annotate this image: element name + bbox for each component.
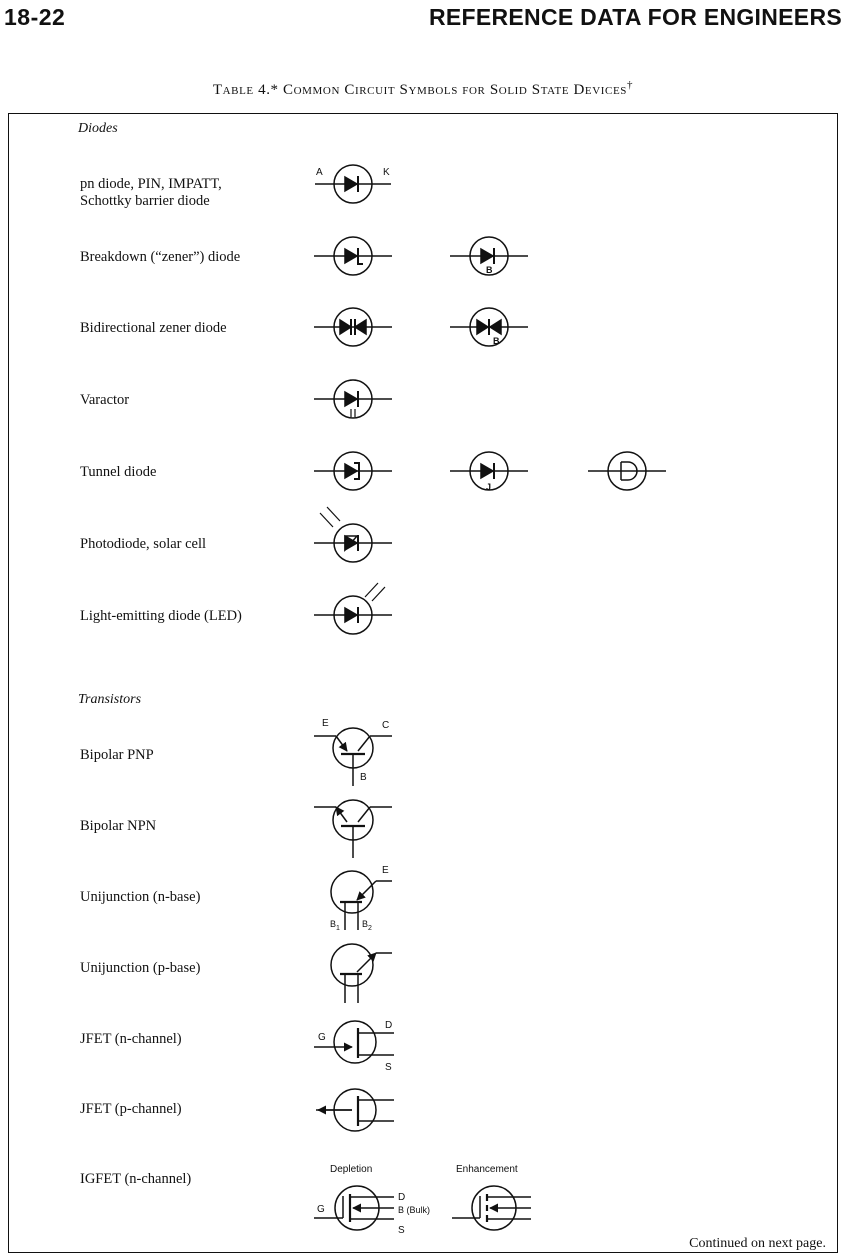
tunnel-diode-symbol	[314, 452, 392, 490]
uj-b2-label	[362, 919, 372, 932]
label-varactor: Varactor	[80, 392, 130, 408]
label-unijunction-n: Unijunction (n-base)	[80, 889, 201, 905]
label-jfet-p: JFET (p-channel)	[80, 1101, 182, 1117]
label-zener: Breakdown (“zener”) diode	[80, 249, 241, 265]
pnp-collector-label: C	[382, 720, 390, 731]
varactor-symbol	[314, 380, 392, 418]
uj-b1-sub: 1	[336, 925, 340, 932]
label-led: Light-emitting diode (LED)	[80, 608, 242, 624]
section-transistors: Transistors	[78, 692, 142, 707]
anode-label: A	[316, 167, 323, 178]
label-bidirectional-zener: Bidirectional zener diode	[80, 320, 227, 336]
igfet-enhancement-symbol	[452, 1164, 531, 1230]
bipolar-npn-symbol	[314, 800, 392, 858]
photodiode-symbol	[314, 507, 392, 562]
led-symbol	[314, 583, 392, 634]
label-bipolar-npn: Bipolar NPN	[80, 818, 157, 834]
jfet-n-symbol	[314, 1020, 394, 1073]
igfet-source-label: S	[398, 1225, 405, 1236]
uj-b2-sub: 2	[368, 925, 372, 932]
jfet-source-label: S	[385, 1062, 392, 1073]
pnp-emitter-label: E	[322, 718, 329, 729]
label-pn-diode-line2: Schottky barrier diode	[80, 193, 210, 209]
uj-emitter-label: E	[382, 865, 389, 876]
uj-b1-letter: B	[330, 919, 337, 929]
igfet-drain-label: D	[398, 1192, 406, 1203]
igfet-bulk-label: B (Bulk)	[398, 1205, 431, 1215]
label-igfet-n: IGFET (n-channel)	[80, 1171, 192, 1187]
cathode-label: K	[383, 167, 390, 178]
label-jfet-n: JFET (n-channel)	[80, 1031, 182, 1047]
label-unijunction-p: Unijunction (p-base)	[80, 960, 201, 976]
label-tunnel-diode: Tunnel diode	[80, 464, 157, 480]
zener-diode-alt-symbol	[450, 237, 528, 275]
jfet-p-symbol	[316, 1089, 394, 1131]
table-title-mark: †	[627, 79, 634, 91]
jfet-gate-label: G	[318, 1032, 326, 1043]
label-pn-diode-line1: pn diode, PIN, IMPATT,	[80, 176, 222, 192]
pn-diode-symbol	[315, 165, 391, 203]
uj-b2-letter: B	[362, 919, 369, 929]
bidir-zener-b-label: B	[493, 336, 500, 346]
jfet-drain-label: D	[385, 1020, 393, 1031]
section-diodes: Diodes	[78, 121, 118, 136]
tunnel-diode-alt-symbol	[450, 452, 528, 492]
igfet-depletion-symbol	[314, 1164, 430, 1236]
igfet-depletion-caption: Depletion	[330, 1164, 373, 1175]
zener-diode-symbol	[314, 237, 392, 275]
igfet-gate-label: G	[317, 1204, 325, 1215]
running-head: REFERENCE DATA FOR ENGINEERS	[428, 4, 842, 30]
bipolar-pnp-symbol	[314, 718, 392, 786]
uj-b1-label	[330, 919, 340, 932]
unijunction-p-symbol	[331, 944, 392, 1003]
table-title-text: Table 4.* Common Circuit Symbols for Solid State Devices	[212, 82, 628, 98]
backward-diode-symbol	[588, 452, 666, 490]
zener-b-label: B	[486, 265, 493, 275]
bidirectional-zener-symbol	[314, 308, 392, 346]
bidirectional-zener-alt-symbol	[450, 308, 528, 346]
igfet-enhancement-caption: Enhancement	[456, 1164, 518, 1175]
label-bipolar-pnp: Bipolar PNP	[80, 747, 154, 763]
label-photodiode: Photodiode, solar cell	[80, 536, 207, 552]
pnp-base-label: B	[360, 772, 367, 783]
continued-note: Continued on next page.	[689, 1236, 826, 1251]
unijunction-n-symbol	[330, 865, 392, 932]
page-number: 18-22	[4, 4, 66, 30]
tunnel-j-label: J	[486, 482, 492, 492]
